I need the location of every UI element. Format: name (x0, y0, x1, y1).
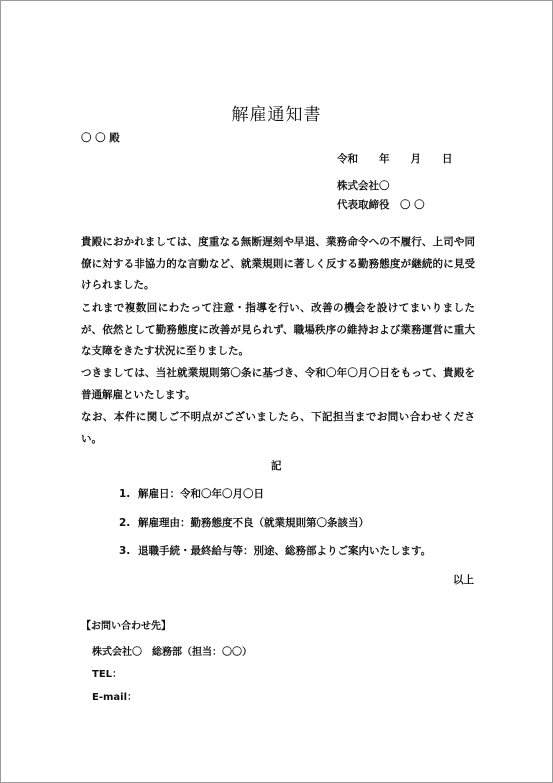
list-text: 解雇日：令和〇年〇月〇日 (138, 488, 264, 500)
contact-email: E-mail： (92, 692, 138, 703)
paragraph-4: なお、本件に関しご不明点がございましたら、下記担当までお問い合わせください。 (81, 411, 475, 445)
date-line: 令和 年 月 日 (337, 153, 453, 165)
paragraph-3: つきましては、当社就業規則第〇条に基づき、令和〇年〇月〇日をもって、貴殿を普通解雇といたします。 (81, 367, 475, 401)
recipient: 〇 〇 殿 (81, 132, 120, 144)
closing-word: 以上 (453, 574, 474, 586)
contact-heading: 【お問い合わせ先】 (81, 621, 171, 632)
contact-tel: TEL： (92, 669, 123, 680)
list-text: 解雇理由：勤務態度不良（就業規則第〇条該当） (138, 517, 369, 529)
list-number: 2. (119, 517, 131, 529)
contact-department: 株式会社〇 総務部（担当：〇〇） (92, 647, 252, 658)
document-title: 解雇通知書 (231, 105, 322, 125)
ki-heading: 記 (271, 460, 282, 472)
list-item-3 (119, 543, 431, 558)
list-number: 1. (119, 488, 131, 500)
list-number: 3. (119, 545, 131, 557)
list-text: 退職手続・最終給与等：別途、総務部よりご案内いたします。 (138, 545, 432, 557)
list-item-1 (119, 486, 264, 501)
company-name: 株式会社〇 (337, 180, 390, 192)
paragraph-1: 貴殿におかれましては、度重なる無断遅刻や早退、業務命令への不履行、上司や同僚に対する非協力的な言動など、就業規則に著しく反する勤務態度が継続的に見受けられました。 (81, 236, 475, 291)
representative: 代表取締役 〇 〇 (337, 199, 425, 211)
list-item-2 (119, 515, 369, 530)
paragraph-2: これまで複数回にわたって注意・指導を行い、改善の機会を設けてまいりましたが、依然として勤務態度に改善が見られず、職場秩序の維持および業務運営に重大な支障をきたす状況に至りました。 (81, 302, 475, 357)
